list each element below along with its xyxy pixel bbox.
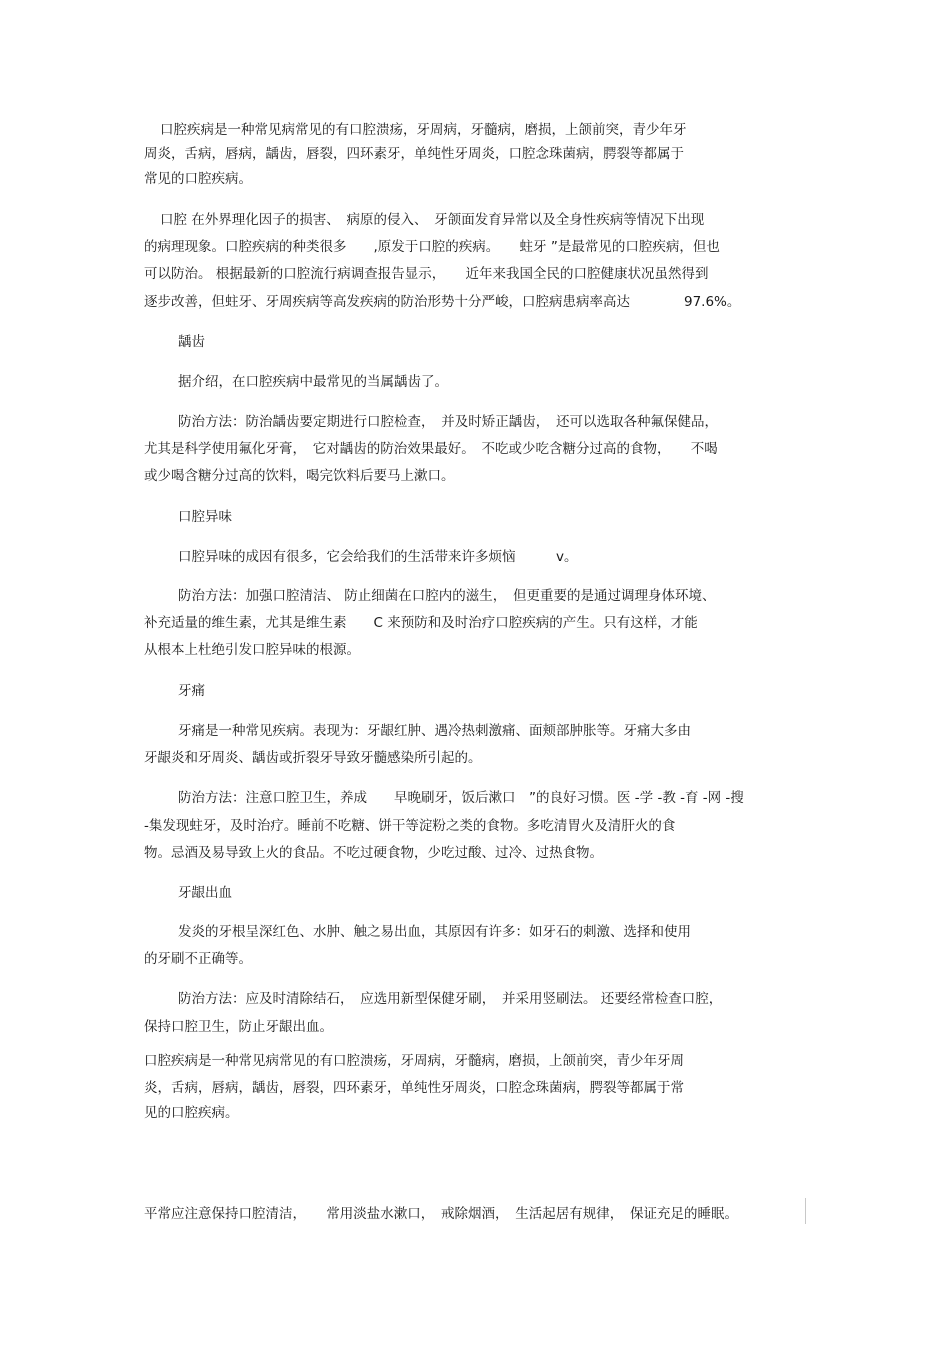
intro-line-3: 常见的口腔疾病。	[144, 171, 252, 187]
toothache-intro-line-2: 牙龈炎和牙周炎、龋齿或折裂牙导致牙髓感染所引起的。	[144, 750, 482, 766]
heading-caries: 龋齿	[178, 334, 205, 350]
gum-bleeding-treatment-line-1: 防治方法：应及时清除结石， 应选用新型保健牙刷， 并采用竖刷法。 还要经常检查口腔，	[178, 991, 723, 1007]
heading-toothache: 牙痛	[178, 683, 205, 699]
definition-line-1: 口腔 在外界理化因子的损害、 病原的侵入、 牙颌面发育异常以及全身性疾病等情况下出现	[160, 212, 705, 228]
caries-treatment-line-3: 或少喝含糖分过高的饮料，喝完饮料后要马上漱口。	[144, 468, 455, 484]
halitosis-treatment-line-2: 补充适量的维生素，尤其是维生素 C 来预防和及时治疗口腔疾病的产生。只有这样，才能	[144, 615, 698, 631]
caries-intro: 据介绍，在口腔疾病中最常见的当属龋齿了。	[178, 374, 448, 390]
gum-bleeding-intro-line-2: 的牙刷不正确等。	[144, 951, 252, 967]
summary-line-3: 见的口腔疾病。	[144, 1105, 239, 1121]
gum-bleeding-intro-line-1: 发炎的牙根呈深红色、水肿、触之易出血，其原因有许多：如牙石的刺激、选择和使用	[178, 924, 691, 940]
caries-treatment-line-2: 尤其是科学使用氟化牙膏， 它对龋齿的防治效果最好。 不吃或少吃含糖分过高的食物， 不喝	[144, 441, 718, 457]
toothache-intro-line-1: 牙痛是一种常见疾病。表现为：牙龈红肿、遇冷热刺激痛、面颊部肿胀等。牙痛大多由	[178, 723, 691, 739]
definition-line-2: 的病理现象。口腔疾病的种类很多 ,原发于口腔的疾病。 蛀牙 ”是最常见的口腔疾病，但也	[144, 239, 720, 255]
halitosis-treatment-line-1: 防治方法：加强口腔清洁、 防止细菌在口腔内的滋生， 但更重要的是通过调理身体环境、	[178, 588, 716, 604]
halitosis-intro: 口腔异味的成因有很多，它会给我们的生活带来许多烦恼 v。	[178, 549, 578, 565]
heading-gum-bleeding: 牙龈出血	[178, 885, 232, 901]
toothache-treatment-line-3: 物。忌酒及易导致上火的食品。不吃过硬食物，少吃过酸、过冷、过热食物。	[144, 845, 603, 861]
summary-line-2: 炎，舌病，唇病，龋齿，唇裂，四环素牙，单纯性牙周炎，口腔念珠菌病，腭裂等都属于常	[144, 1080, 684, 1096]
heading-halitosis: 口腔异味	[178, 509, 232, 525]
intro-line-2: 周炎，舌病，唇病，龋齿，唇裂，四环素牙，单纯性牙周炎，口腔念珠菌病，腭裂等都属于	[144, 146, 684, 162]
daily-care-line: 平常应注意保持口腔清洁， 常用淡盐水漱口， 戒除烟酒， 生活起居有规律， 保证充足的睡眠。	[144, 1206, 738, 1222]
caries-treatment-line-1: 防治方法：防治龋齿要定期进行口腔检查， 并及时矫正龋齿， 还可以选取各种氟保健品，	[178, 414, 718, 430]
intro-line-1: 口腔疾病是一种常见病常见的有口腔溃疡，牙周病，牙髓病，磨损，上颌前突，青少年牙	[160, 122, 687, 138]
definition-line-4: 逐步改善，但蛀牙、牙周疾病等高发疾病的防治形势十分严峻，口腔病患病率高达 97.6%。	[144, 294, 741, 310]
definition-line-3: 可以防治。 根据最新的口腔流行病调查报告显示， 近年来我国全民的口腔健康状况虽然得到	[144, 266, 709, 282]
gum-bleeding-treatment-line-2: 保持口腔卫生，防止牙龈出血。	[144, 1019, 333, 1035]
summary-line-1: 口腔疾病是一种常见病常见的有口腔溃疡，牙周病，牙髓病，磨损，上颌前突，青少年牙周	[144, 1053, 684, 1069]
toothache-treatment-line-2: -集发现蛀牙，及时治疗。睡前不吃糖、饼干等淀粉之类的食物。多吃清胃火及清肝火的食	[144, 818, 676, 834]
halitosis-treatment-line-3: 从根本上杜绝引发口腔异味的根源。	[144, 642, 360, 658]
margin-divider	[805, 1198, 806, 1224]
toothache-treatment-line-1: 防治方法：注意口腔卫生，养成 早晚刷牙，饭后漱口 ”的良好习惯。医 -学 -教 -育 -网 -搜	[178, 790, 744, 806]
